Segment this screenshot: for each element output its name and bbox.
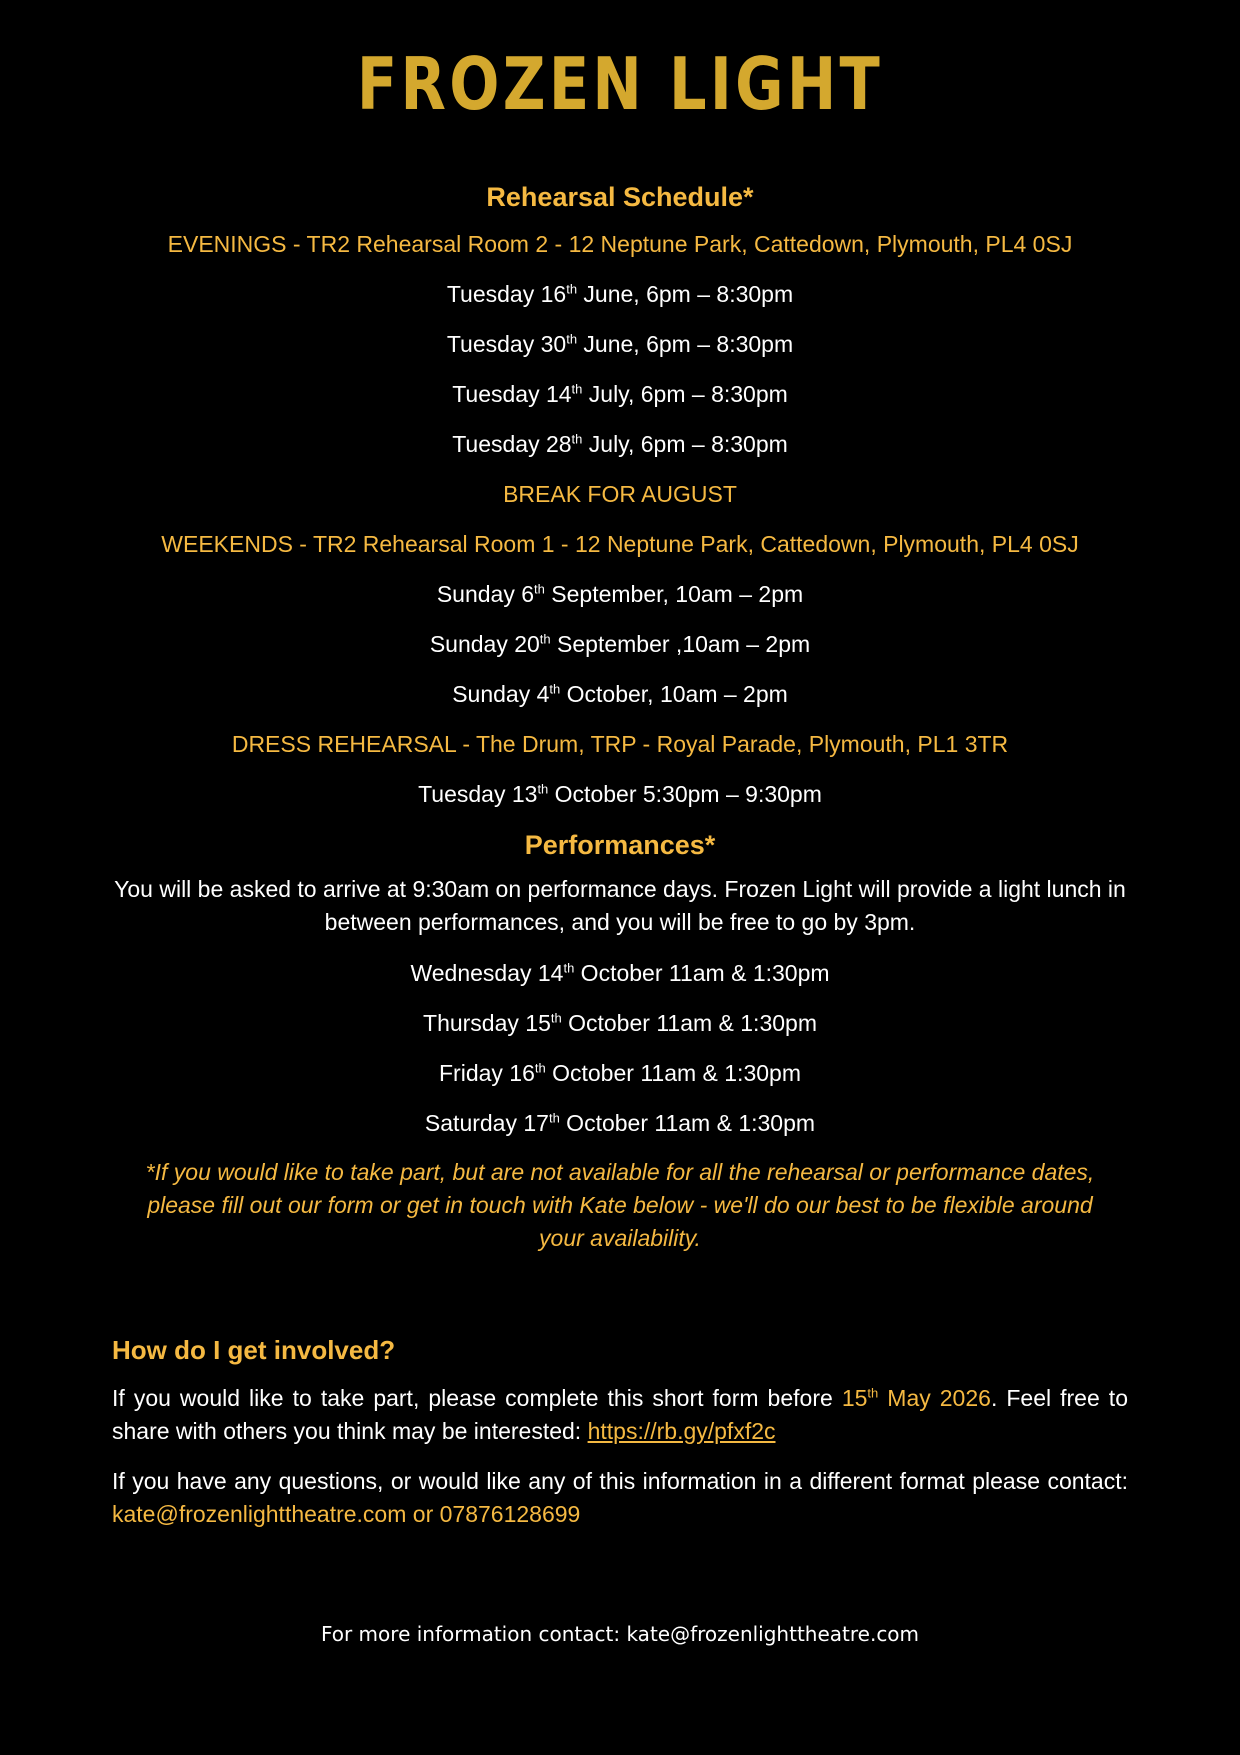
frozen-light-logo: FROZEN LIGHT: [356, 42, 884, 126]
availability-note: *If you would like to take part, but are not available for all the rehearsal or performance dates, please fill out our form or get in touch with Kate below - we'll do our best to be flexible around your availability.: [145, 1159, 1095, 1251]
weekends-venue: WEEKENDS - TR2 Rehearsal Room 1 - 12 Neptune Park, Cattedown, Plymouth, PL4 0SJ: [161, 531, 1079, 557]
dress-rehearsal-date: Tuesday 13th October 5:30pm – 9:30pm: [418, 781, 822, 807]
evenings-venue: EVENINGS - TR2 Rehearsal Room 2 - 12 Neptune Park, Cattedown, Plymouth, PL4 0SJ: [167, 231, 1073, 257]
footer-contact: For more information contact: kate@frozenlighttheatre.com: [320, 1622, 920, 1646]
rehearsal-schedule-heading: Rehearsal Schedule*: [486, 182, 754, 212]
weekend-date-1: Sunday 6th September, 10am – 2pm: [436, 581, 804, 607]
form-paragraph: If you would like to take part, please complete this short form before 15th May 2026. Feel free to share with others you think may be interested: https://rb.gy/pfxf2c: [112, 1385, 1128, 1444]
performance-date-4: Saturday 17th October 11am & 1:30pm: [424, 1110, 816, 1136]
dress-rehearsal-venue: DRESS REHEARSAL - The Drum, TRP - Royal Parade, Plymouth, PL1 3TR: [231, 731, 1009, 757]
performances-heading: Performances*: [524, 830, 716, 860]
schedule-section: [0, 175, 1240, 1255]
form-link[interactable]: https://rb.gy/pfxf2c: [587, 1418, 776, 1444]
break-notice: BREAK FOR AUGUST: [503, 481, 737, 507]
evening-date-1: Tuesday 16th June, 6pm – 8:30pm: [446, 281, 794, 307]
evening-date-2: Tuesday 30th June, 6pm – 8:30pm: [446, 331, 794, 357]
contact-paragraph: If you have any questions, or would like any of this information in a different format please contact: kate@frozenlighttheatre.com or 07876128699: [112, 1468, 1128, 1527]
contact-details[interactable]: kate@frozenlighttheatre.com or 07876128699: [112, 1501, 581, 1527]
performance-date-2: Thursday 15th October 11am & 1:30pm: [423, 1010, 817, 1036]
evening-date-4: Tuesday 28th July, 6pm – 8:30pm: [452, 431, 788, 457]
get-involved-section: [112, 1335, 1128, 1548]
performance-date-3: Friday 16th October 11am & 1:30pm: [439, 1060, 801, 1086]
weekend-date-2: Sunday 20th September ,10am – 2pm: [429, 631, 811, 657]
weekend-date-3: Sunday 4th October, 10am – 2pm: [452, 681, 788, 707]
evening-date-3: Tuesday 14th July, 6pm – 8:30pm: [452, 381, 788, 407]
deadline-date: 15th May 2026: [841, 1385, 991, 1411]
get-involved-heading: How do I get involved?: [112, 1335, 396, 1365]
performance-date-1: Wednesday 14th October 11am & 1:30pm: [410, 960, 830, 986]
performances-intro: You will be asked to arrive at 9:30am on performance days. Frozen Light will provide a light lunch in between performances, and you will be free to go by 3pm.: [114, 876, 1126, 935]
